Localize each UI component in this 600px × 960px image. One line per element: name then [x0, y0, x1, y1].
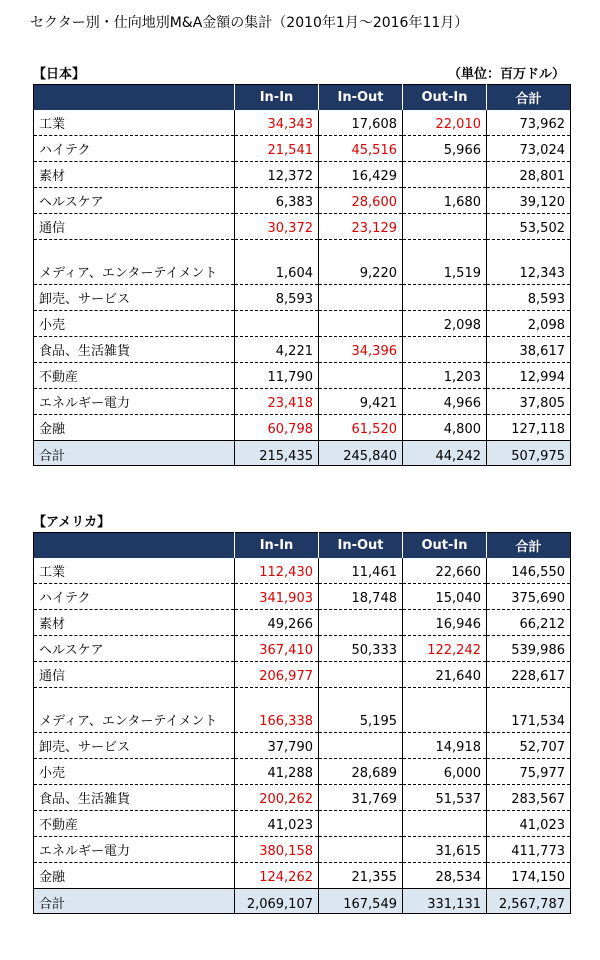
- sector-name: エネルギー電力: [34, 389, 235, 415]
- sector-name: 不動産: [34, 363, 235, 389]
- table-row: [34, 662, 571, 688]
- value-cell: 8,593: [235, 285, 319, 311]
- sector-name: 小売: [34, 311, 235, 337]
- value-cell: 15,040: [403, 584, 487, 610]
- value-cell: 17,608: [319, 110, 403, 136]
- value-cell: 39,120: [487, 188, 571, 214]
- total-value: 215,435: [235, 441, 319, 466]
- value-cell: 31,769: [319, 785, 403, 811]
- value-cell: 375,690: [487, 584, 571, 610]
- value-cell: [319, 311, 403, 337]
- value-cell: [319, 733, 403, 759]
- value-cell: 41,023: [487, 811, 571, 837]
- table-row: [34, 110, 571, 136]
- value-cell: 1,604: [235, 240, 319, 285]
- value-cell: 34,396: [319, 337, 403, 363]
- value-cell: 146,550: [487, 558, 571, 584]
- sector-name: 卸売、サービス: [34, 733, 235, 759]
- table-row: [34, 688, 571, 733]
- value-cell: 112,430: [235, 558, 319, 584]
- value-cell: [319, 610, 403, 636]
- column-header: In-In: [235, 85, 319, 111]
- sector-name: 素材: [34, 162, 235, 188]
- sector-name: 金融: [34, 415, 235, 441]
- header-cell-blank: [34, 533, 235, 559]
- value-cell: 23,418: [235, 389, 319, 415]
- total-value: 167,549: [319, 889, 403, 914]
- value-cell: 1,680: [403, 188, 487, 214]
- value-cell: 9,220: [319, 240, 403, 285]
- value-cell: 174,150: [487, 863, 571, 889]
- sector-name: 通信: [34, 662, 235, 688]
- value-cell: 34,343: [235, 110, 319, 136]
- value-cell: 6,000: [403, 759, 487, 785]
- table-row: [34, 363, 571, 389]
- table-row: [34, 584, 571, 610]
- value-cell: 4,966: [403, 389, 487, 415]
- value-cell: 6,383: [235, 188, 319, 214]
- value-cell: 22,010: [403, 110, 487, 136]
- total-value: 245,840: [319, 441, 403, 466]
- sector-name: エネルギー電力: [34, 837, 235, 863]
- value-cell: 21,640: [403, 662, 487, 688]
- value-cell: 21,355: [319, 863, 403, 889]
- table-row: [34, 188, 571, 214]
- value-cell: 200,262: [235, 785, 319, 811]
- value-cell: 73,962: [487, 110, 571, 136]
- value-cell: 28,801: [487, 162, 571, 188]
- total-label: 合計: [34, 441, 235, 466]
- value-cell: 2,098: [403, 311, 487, 337]
- total-label: 合計: [34, 889, 235, 914]
- table-row: [34, 811, 571, 837]
- total-value: 2,567,787: [487, 889, 571, 914]
- total-value: 2,069,107: [235, 889, 319, 914]
- total-value: 331,131: [403, 889, 487, 914]
- value-cell: 66,212: [487, 610, 571, 636]
- table-row: [34, 389, 571, 415]
- value-cell: 30,372: [235, 214, 319, 240]
- value-cell: [319, 811, 403, 837]
- value-cell: 49,266: [235, 610, 319, 636]
- value-cell: 539,986: [487, 636, 571, 662]
- value-cell: [319, 285, 403, 311]
- sector-name: 金融: [34, 863, 235, 889]
- table-row: [34, 759, 571, 785]
- table-row: [34, 837, 571, 863]
- value-cell: 12,372: [235, 162, 319, 188]
- value-cell: 50,333: [319, 636, 403, 662]
- value-cell: 9,421: [319, 389, 403, 415]
- column-header: Out-In: [403, 85, 487, 111]
- column-header: 合計: [487, 85, 571, 111]
- sector-name: 不動産: [34, 811, 235, 837]
- value-cell: 2,098: [487, 311, 571, 337]
- sector-name: ヘルスケア: [34, 188, 235, 214]
- value-cell: 4,800: [403, 415, 487, 441]
- value-cell: 5,966: [403, 136, 487, 162]
- column-header: 合計: [487, 533, 571, 559]
- value-cell: [403, 214, 487, 240]
- value-cell: 28,534: [403, 863, 487, 889]
- usa-section: [33, 512, 571, 914]
- value-cell: 283,567: [487, 785, 571, 811]
- unit-label: （単位：百万ドル）: [447, 67, 565, 82]
- table-row: [34, 415, 571, 441]
- value-cell: 14,918: [403, 733, 487, 759]
- table-row: [34, 136, 571, 162]
- sector-name: 工業: [34, 558, 235, 584]
- value-cell: 11,461: [319, 558, 403, 584]
- sector-name: 食品、生活雑貨: [34, 337, 235, 363]
- sector-name: 工業: [34, 110, 235, 136]
- value-cell: 31,615: [403, 837, 487, 863]
- sector-name: メディア、エンターテイメント: [34, 240, 235, 285]
- value-cell: [403, 162, 487, 188]
- section-label: 【アメリカ】: [33, 515, 111, 530]
- value-cell: 8,593: [487, 285, 571, 311]
- section-header: [33, 64, 571, 84]
- value-cell: [403, 811, 487, 837]
- table-row: [34, 558, 571, 584]
- table-row: [34, 863, 571, 889]
- value-cell: 12,994: [487, 363, 571, 389]
- table-row: [34, 636, 571, 662]
- value-cell: 41,288: [235, 759, 319, 785]
- table-row: [34, 311, 571, 337]
- value-cell: 53,502: [487, 214, 571, 240]
- value-cell: 22,660: [403, 558, 487, 584]
- value-cell: 122,242: [403, 636, 487, 662]
- value-cell: 41,023: [235, 811, 319, 837]
- value-cell: 127,118: [487, 415, 571, 441]
- value-cell: 75,977: [487, 759, 571, 785]
- section-header: [33, 512, 571, 532]
- value-cell: 228,617: [487, 662, 571, 688]
- value-cell: 12,343: [487, 240, 571, 285]
- value-cell: 73,024: [487, 136, 571, 162]
- total-row: [34, 889, 571, 914]
- value-cell: 411,773: [487, 837, 571, 863]
- sector-name: ハイテク: [34, 136, 235, 162]
- value-cell: 341,903: [235, 584, 319, 610]
- sector-name: メディア、エンターテイメント: [34, 688, 235, 733]
- table-row: [34, 240, 571, 285]
- value-cell: 52,707: [487, 733, 571, 759]
- value-cell: 1,203: [403, 363, 487, 389]
- value-cell: 171,534: [487, 688, 571, 733]
- header-row: [34, 85, 571, 111]
- value-cell: [319, 363, 403, 389]
- section-label: 【日本】: [33, 67, 86, 82]
- table-row: [34, 214, 571, 240]
- value-cell: 28,600: [319, 188, 403, 214]
- table-row: [34, 285, 571, 311]
- value-cell: 4,221: [235, 337, 319, 363]
- value-cell: 21,541: [235, 136, 319, 162]
- column-header: In-In: [235, 533, 319, 559]
- value-cell: 45,516: [319, 136, 403, 162]
- table-row: [34, 337, 571, 363]
- value-cell: 28,689: [319, 759, 403, 785]
- sector-name: 素材: [34, 610, 235, 636]
- column-header: In-Out: [319, 85, 403, 111]
- value-cell: 380,158: [235, 837, 319, 863]
- sector-name: ハイテク: [34, 584, 235, 610]
- value-cell: 23,129: [319, 214, 403, 240]
- sector-name: 食品、生活雑貨: [34, 785, 235, 811]
- value-cell: 16,946: [403, 610, 487, 636]
- value-cell: 16,429: [319, 162, 403, 188]
- value-cell: 124,262: [235, 863, 319, 889]
- total-value: 507,975: [487, 441, 571, 466]
- sector-name: 通信: [34, 214, 235, 240]
- value-cell: 11,790: [235, 363, 319, 389]
- usa-table: [33, 532, 571, 914]
- header-row: [34, 533, 571, 559]
- value-cell: 61,520: [319, 415, 403, 441]
- japan-section: [33, 64, 571, 466]
- table-row: [34, 610, 571, 636]
- column-header: In-Out: [319, 533, 403, 559]
- table-row: [34, 733, 571, 759]
- table-row: [34, 785, 571, 811]
- value-cell: 1,519: [403, 240, 487, 285]
- page-title: セクター別・仕向地別M&A金額の集計（2010年1月〜2016年11月）: [30, 15, 469, 31]
- value-cell: [319, 837, 403, 863]
- sector-name: ヘルスケア: [34, 636, 235, 662]
- total-row: [34, 441, 571, 466]
- value-cell: 166,338: [235, 688, 319, 733]
- value-cell: 37,805: [487, 389, 571, 415]
- value-cell: 38,617: [487, 337, 571, 363]
- value-cell: 18,748: [319, 584, 403, 610]
- value-cell: 60,798: [235, 415, 319, 441]
- value-cell: [319, 662, 403, 688]
- value-cell: [403, 337, 487, 363]
- value-cell: 367,410: [235, 636, 319, 662]
- sector-name: 小売: [34, 759, 235, 785]
- japan-table: [33, 84, 571, 466]
- value-cell: 5,195: [319, 688, 403, 733]
- value-cell: [403, 688, 487, 733]
- value-cell: [235, 311, 319, 337]
- value-cell: 51,537: [403, 785, 487, 811]
- header-cell-blank: [34, 85, 235, 111]
- total-value: 44,242: [403, 441, 487, 466]
- sector-name: 卸売、サービス: [34, 285, 235, 311]
- table-row: [34, 162, 571, 188]
- column-header: Out-In: [403, 533, 487, 559]
- value-cell: [403, 285, 487, 311]
- value-cell: 37,790: [235, 733, 319, 759]
- value-cell: 206,977: [235, 662, 319, 688]
